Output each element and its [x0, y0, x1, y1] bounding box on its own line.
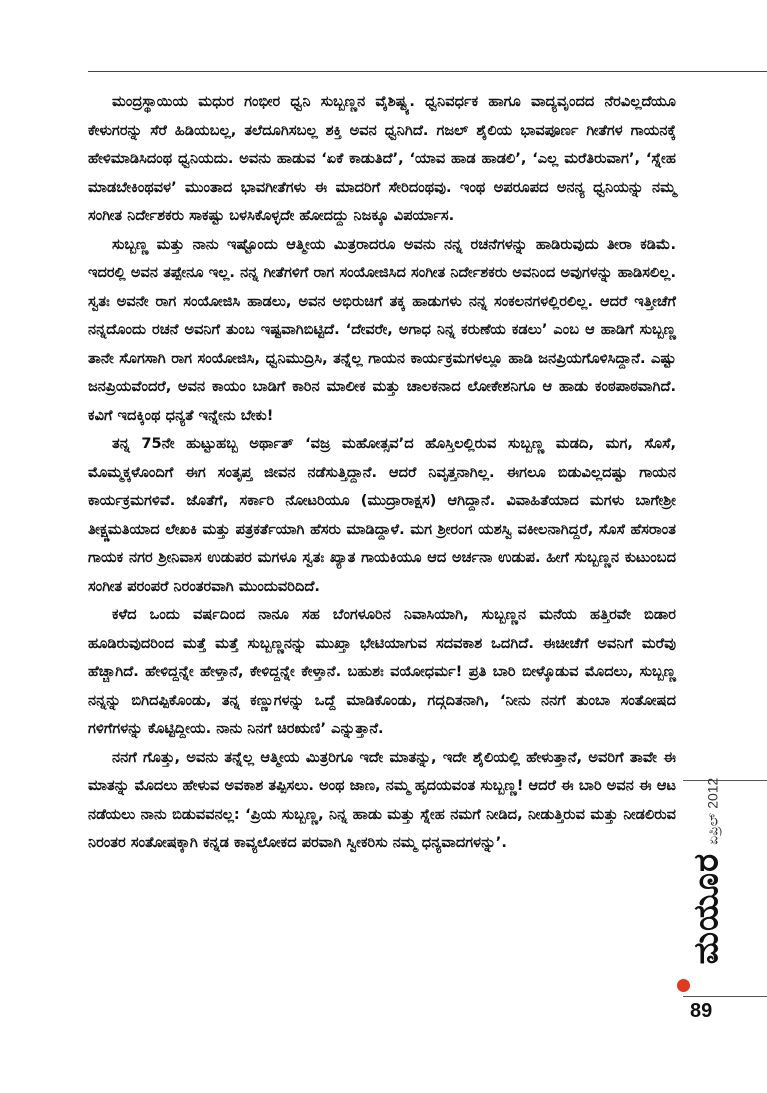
paragraph-4: ಕಳೆದ ಒಂದು ವರ್ಷದಿಂದ ನಾನೂ ಸಹ ಬೆಂಗಳೂರಿನ ನಿವಾಸಿಯಾಗಿ, ಸುಬ್ಬಣ್ಣನ ಮನೆಯ ಹತ್ತಿರವೇ ಬಿಡಾರ ಹೂಡಿರುವುದರಿಂದ ಮತ್ತೆ ಮತ್ತೆ ಸುಬ್ಬಣ್ಣನನ್ನು ಮುಖ್ತಾ ಭೇಟಿಯಾಗುವ ಸದವಕಾಶ ಒದಗಿದೆ. ಈಚೀಚೆಗೆ ಅವನಿಗೆ ಮರೆವು ಹೆಚ್ಚಾಗಿದೆ. ಹೇಳಿದ್ದನ್ನೇ ಹೇಳ್ತಾನೆ, ಕೇಳಿದ್ದನ್ನೇ ಕೇಳ್ತಾನೆ. ಬಹುಶಃ ವಯೋಧರ್ಮ! ಪ್ರತಿ ಬಾರಿ ಬೀಳ್ಕೊಡುವ ಮೊದಲು, ಸುಬ್ಬಣ್ಣ ನನ್ನನ್ನು ಬಿಗಿದಪ್ಪಿಕೊಂಡು, ತನ್ನ ಕಣ್ಣುಗಳನ್ನು ಒದ್ದೆ ಮಾಡಿಕೊಂಡು, ಗದ್ಗದಿತನಾಗಿ, ‘ನೀನು ನನಗೆ ತುಂಬಾ ಸಂತೋಷದ ಗಳಿಗೆಗಳನ್ನು ಕೊಟ್ಟಿದ್ದೀಯ. ನಾನು ನಿನಗೆ ಚಿರಋಣಿ’ ಎನ್ನುತ್ತಾನೆ.	[88, 606, 676, 737]
paragraph-5: ನನಗೆ ಗೊತ್ತು, ಅವನು ತನ್ನೆಲ್ಲ ಆತ್ಮೀಯ ಮಿತ್ರರಿಗೂ ಇದೇ ಮಾತನ್ನು, ಇದೇ ಶೈಲಿಯಲ್ಲಿ ಹೇಳುತ್ತಾನೆ, ಅವರಿಗೆ ತಾವೇ ಈ ಮಾತನ್ನು ಮೊದಲು ಹೇಳುವ ಅವಕಾಶ ತಪ್ಪಿಸಲು. ಅಂಥ ಜಾಣ, ನಮ್ಮ ಹೃದಯವಂತ ಸುಬ್ಬಣ್ಣ! ಆದರೆ ಈ ಬಾರಿ ಅವನ ಈ ಆಟ ನಡೆಯಲು ನಾನು ಬಿಡುವವನಲ್ಲ: ‘ಪ್ರಿಯ ಸುಬ್ಬಣ್ಣ, ನಿನ್ನ ಹಾಡು ಮತ್ತು ಸ್ನೇಹ ನಮಗೆ ನೀಡಿದ, ನೀಡುತ್ತಿರುವ ಮತ್ತು ನೀಡಲಿರುವ ನಿರಂತರ ಸಂತೋಷಕ್ಕಾಗಿ ಕನ್ನಡ ಕಾವ್ಯಲೋಕದ ಪರವಾಗಿ ಸ್ವೀಕರಿಸು ನಮ್ಮ ಧನ್ಯವಾದಗಳನ್ನು’.	[88, 748, 676, 851]
article-body	[88, 88, 676, 858]
decorative-dot-icon	[677, 979, 690, 992]
top-rule	[88, 71, 767, 72]
paragraph-2: ಸುಬ್ಬಣ್ಣ ಮತ್ತು ನಾನು ಇಷ್ಟೊಂದು ಆತ್ಮೀಯ ಮಿತ್ರರಾದರೂ ಅವನು ನನ್ನ ರಚನೆಗಳನ್ನು ಹಾಡಿರುವುದು ತೀರಾ ಕಡಿಮೆ. ಇದರಲ್ಲಿ ಅವನ ತಪ್ಪೇನೂ ಇಲ್ಲ. ನನ್ನ ಗೀತೆಗಳಿಗೆ ರಾಗ ಸಂಯೋಜಿಸಿದ ಸಂಗೀತ ನಿರ್ದೇಶಕರು ಅವನಿಂದ ಅವುಗಳನ್ನು ಹಾಡಿಸಲಿಲ್ಲ. ಸ್ವತಃ ಅವನೇ ರಾಗ ಸಂಯೋಜಿಸಿ ಹಾಡಲು, ಅವನ ಅಭಿರುಚಿಗೆ ತಕ್ಕ ಹಾಡುಗಳು ನನ್ನ ಸಂಕಲನಗಳಲ್ಲಿರಲಿಲ್ಲ. ಆದರೆ ಇತ್ತೀಚೆಗೆ ನನ್ನದೊಂದು ರಚನೆ ಅವನಿಗೆ ತುಂಬ ಇಷ್ಟವಾಗಿಬಿಟ್ಟಿದೆ. ‘ದೇವರೇ, ಅಗಾಧ ನಿನ್ನ ಕರುಣೆಯ ಕಡಲು’ ಎಂಬ ಆ ಹಾಡಿಗೆ ಸುಬ್ಬಣ್ಣ ತಾನೇ ಸೊಗಸಾಗಿ ರಾಗ ಸಂಯೋಜಿಸಿ, ಧ್ವನಿಮುದ್ರಿಸಿ, ತನ್ನೆಲ್ಲ ಗಾಯನ ಕಾರ್ಯಕ್ರಮಗಳಲ್ಲೂ ಹಾಡಿ ಜನಪ್ರಿಯಗೊಳಿಸಿದ್ದಾನೆ. ಎಷ್ಟು ಜನಪ್ರಿಯವೆಂದರೆ, ಅವನ ಕಾಯಂ ಬಾಡಿಗೆ ಕಾರಿನ ಮಾಲೀಕ ಮತ್ತು ಚಾಲಕನಾದ ಲೋಕೇಶನಿಗೂ ಆ ಹಾಡು ಕಂಠಪಾಠವಾಗಿದೆ. ಕವಿಗೆ ಇದಕ್ಕಿಂಥ ಧನ್ಯತೆ ಇನ್ನೇನು ಬೇಕು!	[88, 235, 676, 424]
page-number: 89	[690, 1000, 713, 1022]
bottom-rule	[683, 996, 767, 997]
issue-date: ಏಪ್ರಿಲ್ 2012	[704, 777, 721, 845]
paragraph-1: ಮಂದ್ರಸ್ಥಾಯಿಯ ಮಧುರ ಗಂಭೀರ ಧ್ವನಿ ಸುಬ್ಬಣ್ಣನ ವೈಶಿಷ್ಟ್ಯ. ಧ್ವನಿವರ್ಧಕ ಹಾಗೂ ವಾದ್ಯವೃಂದದ ನೆರವಿಲ್ಲದೆಯೂ ಕೇಳುಗರನ್ನು ಸೆರೆ ಹಿಡಿಯಬಲ್ಲ, ತಲೆದೂಗಿಸಬಲ್ಲ ಶಕ್ತಿ ಅವನ ಧ್ವನಿಗಿದೆ. ಗಜಲ್ ಶೈಲಿಯ ಭಾವಪೂರ್ಣ ಗೀತೆಗಳ ಗಾಯನಕ್ಕೆ ಹೇಳಿಮಾಡಿಸಿದಂಥ ಧ್ವನಿಯದು. ಅವನು ಹಾಡುವ ‘ಏಕೆ ಕಾಡುತಿದೆ’, ‘ಯಾವ ಹಾಡ ಹಾಡಲಿ’, ‘ಎಲ್ಲ ಮರೆತಿರುವಾಗ’, ‘ಸ್ನೇಹ ಮಾಡಬೇಕಿಂಥವಳ’ ಮುಂತಾದ ಭಾವಗೀತೆಗಳು ಈ ಮಾದರಿಗೆ ಸೇರಿದಂಥವು. ಇಂಥ ಅಪರೂಪದ ಅನನ್ಯ ಧ್ವನಿಯನ್ನು ನಮ್ಮ ಸಂಗೀತ ನಿರ್ದೇಶಕರು ಸಾಕಷ್ಟು ಬಳಸಿಕೊಳ್ಳದೇ ಹೋದದ್ದು ನಿಜಕ್ಕೂ ವಿಪರ್ಯಾಸ.	[88, 93, 676, 224]
magazine-name: ಮಯೂರ	[686, 852, 727, 965]
magazine-masthead	[680, 777, 732, 965]
paragraph-3: ತನ್ನ 75ನೇ ಹುಟ್ಟುಹಬ್ಬ ಅರ್ಥಾತ್ ‘ವಜ್ರ ಮಹೋತ್ಸವ’ದ ಹೊಸ್ತಿಲಲ್ಲಿರುವ ಸುಬ್ಬಣ್ಣ ಮಡದಿ, ಮಗ, ಸೊಸೆ, ಮೊಮ್ಮಕ್ಕಳೊಂದಿಗೆ ಈಗ ಸಂತೃಪ್ತ ಜೀವನ ನಡೆಸುತ್ತಿದ್ದಾನೆ. ಆದರೆ ನಿವೃತ್ತನಾಗಿಲ್ಲ. ಈಗಲೂ ಬಿಡುವಿಲ್ಲದಷ್ಟು ಗಾಯನ ಕಾರ್ಯಕ್ರಮಗಳಿವೆ. ಜೊತೆಗೆ, ಸರ್ಕಾರಿ ನೋಟರಿಯೂ (ಮುದ್ರಾರಾಕ್ಷಸ) ಆಗಿದ್ದಾನೆ. ವಿವಾಹಿತೆಯಾದ ಮಗಳು ಬಾಗೇಶ್ರೀ ತೀಕ್ಷ್ಣಮತಿಯಾದ ಲೇಖಕಿ ಮತ್ತು ಪತ್ರಕರ್ತೆಯಾಗಿ ಹೆಸರು ಮಾಡಿದ್ದಾಳೆ. ಮಗ ಶ್ರೀರಂಗ ಯಶಸ್ವಿ ವಕೀಲನಾಗಿದ್ದರೆ, ಸೊಸೆ ಹೆಸರಾಂತ ಗಾಯಕ ನಗರ ಶ್ರೀನಿವಾಸ ಉಡುಪರ ಮಗಳೂ ಸ್ವತಃ ಖ್ಯಾತ ಗಾಯಕಿಯೂ ಆದ ಅರ್ಚನಾ ಉಡುಪ. ಹೀಗೆ ಸುಬ್ಬಣ್ಣನ ಕುಟುಂಬದ ಸಂಗೀತ ಪರಂಪರೆ ನಿರಂತರವಾಗಿ ಮುಂದುವರಿದಿದೆ.	[88, 435, 676, 595]
